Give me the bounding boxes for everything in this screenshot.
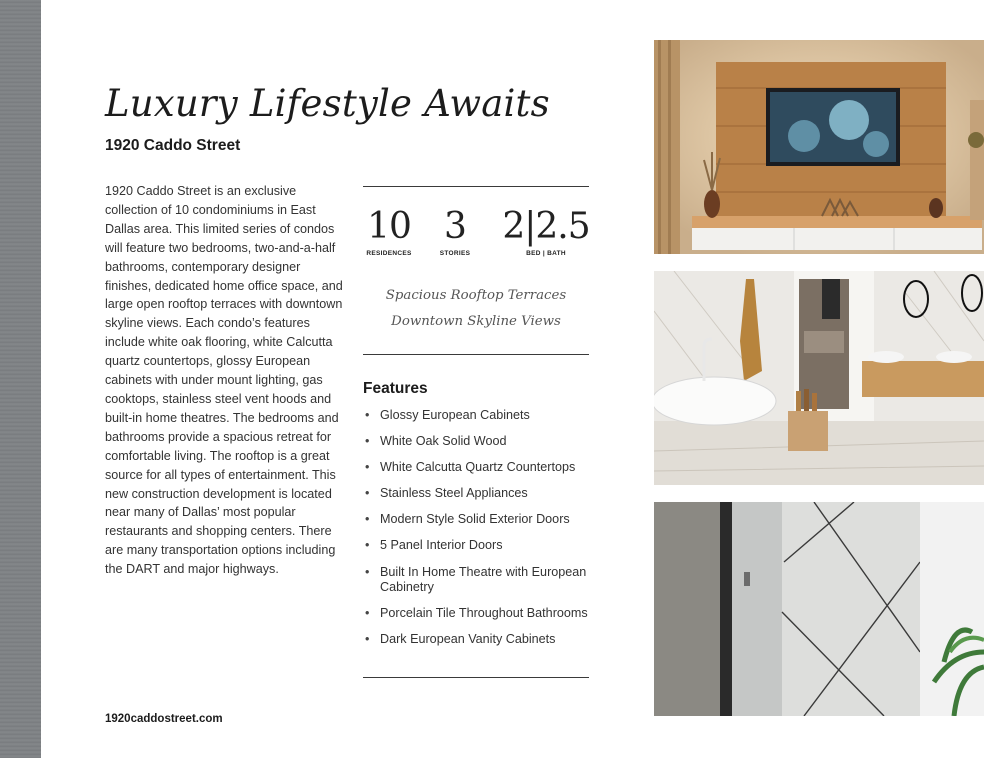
living-room-illustration <box>654 40 984 254</box>
feature-item: • White Oak Solid Wood <box>363 434 603 450</box>
bottom-divider <box>363 677 589 678</box>
description-paragraph: 1920 Caddo Street is an exclusive collection of 10 condominiums in East Dallas area. This limited series of condos will feature two bedrooms, two-and-a-half bathrooms, contemporary designer finishes, dedicated home office space, and large open rooftop terraces with downtown skyline views. Each condo’s features include white oak flooring, white Calcutta quartz countertops, glossy European cabinets with under mount lighting, gas cooktops, stainless steel vent hoods and built-in home theatres. The bedrooms and bathrooms provide a spacious retreat for comfortable living. The rooftop is a great source for all types of entertainment. This new construction development is located near many of Dallas’ most popular restaurants and shopping centers. There are many transportation options including the DART and major highways. <box>105 184 343 577</box>
bathroom-photo <box>654 271 984 485</box>
page-title: Luxury Lifestyle Awaits <box>105 82 550 125</box>
living-room-photo <box>654 40 984 254</box>
tagline-skyline: Downtown Skyline Views <box>391 314 561 329</box>
features-list <box>363 408 603 658</box>
website-url[interactable]: 1920caddostreet.com <box>105 713 223 725</box>
feature-item: • White Calcutta Quartz Countertops <box>363 460 603 476</box>
stat-value: 2|2.5 <box>502 206 590 247</box>
feature-item: • Dark European Vanity Cabinets <box>363 632 603 648</box>
stat-bed-bath <box>497 208 595 257</box>
feature-item: • Glossy European Cabinets <box>363 408 603 424</box>
stat-value: 3 <box>444 206 466 247</box>
stat-residences <box>363 208 415 257</box>
feature-item: • Built In Home Theatre with European Cabinetry <box>363 565 603 596</box>
feature-item: • Stainless Steel Appliances <box>363 486 603 502</box>
stat-label: STORIES <box>439 250 471 257</box>
top-divider <box>363 186 589 187</box>
stat-label: RESIDENCES <box>366 250 412 257</box>
feature-item: • Porcelain Tile Throughout Bathrooms <box>363 606 603 622</box>
stats-row <box>363 208 595 268</box>
taglines <box>363 283 589 335</box>
page-subtitle: 1920 Caddo Street <box>105 137 241 154</box>
bathroom-illustration <box>654 271 984 485</box>
door-photo <box>654 502 984 716</box>
feature-item: • 5 Panel Interior Doors <box>363 538 603 554</box>
door-illustration <box>654 502 984 716</box>
middle-divider <box>363 354 589 355</box>
tagline-rooftop: Spacious Rooftop Terraces <box>385 288 567 303</box>
features-heading: Features <box>363 380 428 397</box>
stat-stories <box>435 208 475 257</box>
feature-item: • Modern Style Solid Exterior Doors <box>363 512 603 528</box>
stat-value: 10 <box>367 206 411 247</box>
textured-spine <box>0 0 41 758</box>
stat-label: BED | BATH <box>526 250 566 257</box>
